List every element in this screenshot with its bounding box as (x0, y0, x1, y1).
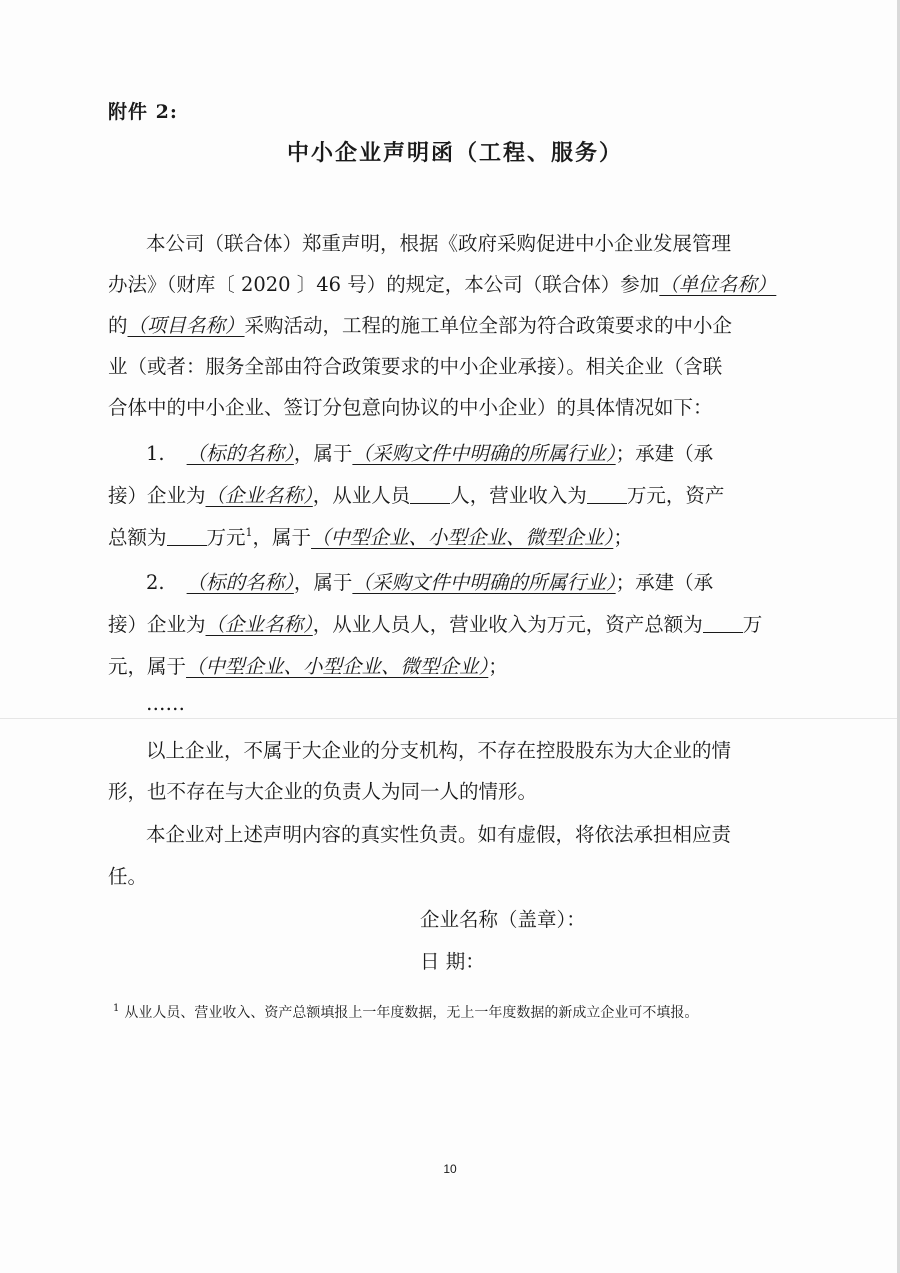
item1-number: 1. (146, 442, 165, 465)
item1-employees-blank (410, 485, 450, 504)
item2-text-unit: 万 (742, 613, 763, 636)
item1-assets-blank (167, 527, 207, 546)
scan-artifact-line (0, 718, 900, 719)
item2-number: 2. (146, 571, 165, 594)
item1-text-employees: ，从业人员 (312, 484, 411, 507)
item1-line3 (108, 522, 788, 550)
item1-text-belongs: ，属于 (293, 442, 353, 465)
footnote-text: 从业人员、营业收入、资产总额填报上一年度数据，无上一年度数据的新成立企业可不填报。 (124, 1005, 699, 1021)
para1-line5: 合体中的中小企业、签订分包意向协议的中小企业）的具体情况如下： (108, 396, 713, 419)
para1-line3-text: 采购活动，工程的施工单位全部为符合政策要求的中小企 (244, 314, 733, 337)
ellipsis: …… (146, 692, 185, 715)
item1-revenue-blank (587, 485, 627, 504)
item2-text-enterprise: 接）企业为 (108, 613, 206, 636)
item1-text-end: ； (613, 526, 633, 549)
item1-enterprise-name-field: （企业名称） (205, 484, 313, 507)
item1-subject-name-field: （标的名称） (186, 442, 294, 465)
item2-line1 (146, 567, 788, 595)
item2-assets-blank (703, 614, 743, 633)
item2-line3 (108, 651, 788, 679)
para1-line1: 本公司（联合体）郑重声明，根据《政府采购促进中小企业发展管理 (146, 232, 732, 255)
item1-text-total: 总额为 (108, 526, 167, 549)
item1-size-field: （中型企业、小型企业、微型企业） (311, 526, 614, 549)
item1-text-revenue: 人，营业收入为 (450, 484, 587, 507)
item1-text-belongs2: ，属于 (252, 526, 312, 549)
item1-industry-field: （采购文件中明确的所属行业） (352, 442, 616, 465)
attachment-label: 附件 2: (108, 101, 178, 123)
item2-text-belongs: ，属于 (293, 571, 353, 594)
project-name-field: （项目名称） (127, 314, 245, 337)
item2-text-belongs2: 元，属于 (108, 655, 187, 678)
unit-name-field: （单位名称） (659, 273, 777, 296)
item1-line2 (108, 480, 788, 508)
item2-subject-name-field: （标的名称） (186, 571, 294, 594)
item1-text-unit: 万元 (206, 526, 246, 549)
date-label: 日 期： (420, 950, 485, 973)
para1-line2-text: 办法》（财库〔 2020 〕46 号）的规定，本公司（联合体）参加 (108, 273, 660, 296)
item1-line1 (146, 438, 788, 466)
footnote-reference: 1 (245, 526, 253, 539)
item2-line2 (108, 609, 788, 637)
page-number: 10 (443, 1162, 457, 1176)
para1-line3-prefix: 的 (108, 314, 128, 337)
para1-line4: 业（或者：服务全部由符合政策要求的中小企业承接）。相关企业（含联 (108, 355, 723, 378)
item2-enterprise-name-field: （企业名称） (205, 613, 313, 636)
item2-industry-field: （采购文件中明确的所属行业） (352, 571, 616, 594)
para2-line2: 形，也不存在与大企业的负责人为同一人的情形。 (108, 780, 538, 803)
item2-size-field: （中型企业、小型企业、微型企业） (186, 655, 489, 678)
para3-line2: 任。 (108, 865, 148, 888)
para2-line1: 以上企业，不属于大企业的分支机构，不存在控股股东为大企业的情 (146, 739, 732, 762)
item2-text-end: ； (488, 655, 508, 678)
footnote (113, 1002, 793, 1022)
para1-line2 (108, 269, 788, 297)
item2-text-details: ，从业人员人，营业收入为万元，资产总额为 (312, 613, 703, 636)
footnote-mark: 1 (113, 1003, 120, 1014)
item1-text-enterprise: 接）企业为 (108, 484, 206, 507)
para3-line1: 本企业对上述声明内容的真实性负责。如有虚假，将依法承担相应责 (146, 823, 732, 846)
document-title: 中小企业声明函（工程、服务） (286, 140, 623, 166)
item2-text-contractor: ；承建（承 (615, 571, 714, 594)
item1-text-assets: 万元，资产 (626, 484, 725, 507)
item1-text-contractor: ；承建（承 (615, 442, 714, 465)
company-seal-label: 企业名称（盖章）： (420, 908, 586, 931)
para1-line3 (108, 310, 788, 338)
